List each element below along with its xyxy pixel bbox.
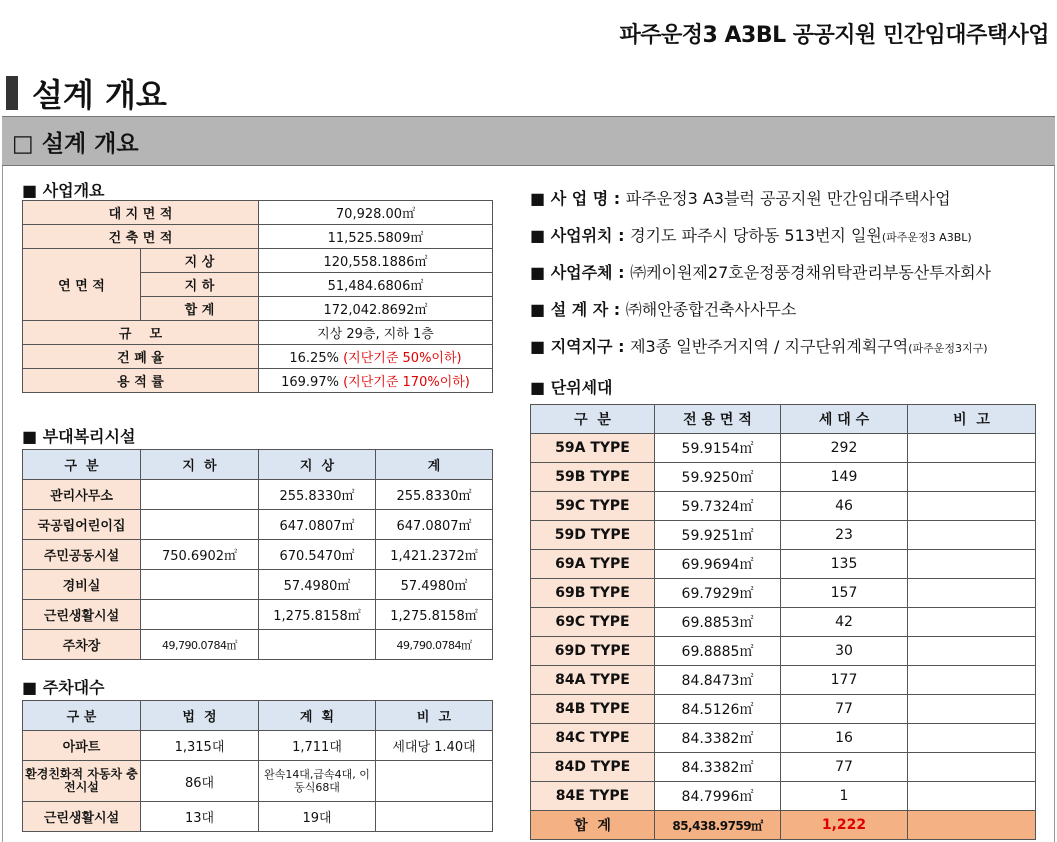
unit-note	[908, 637, 1036, 666]
unit-note	[908, 608, 1036, 637]
cell: 750.6902㎡	[141, 540, 259, 570]
unit-count: 157	[781, 579, 908, 608]
overview-label: 연 면 적	[23, 249, 141, 321]
unit-count: 16	[781, 724, 908, 753]
unit-type: 69D TYPE	[531, 637, 655, 666]
table-row	[531, 521, 1036, 550]
column-header: 계 획	[259, 701, 376, 731]
info-note: (파주운정3지구)	[908, 342, 988, 355]
unit-count: 46	[781, 492, 908, 521]
column-header: 구 분	[23, 450, 141, 480]
unit-area: 69.7929㎡	[655, 579, 781, 608]
column-header: 세 대 수	[781, 405, 908, 434]
column-header: 지 하	[141, 450, 259, 480]
column-header: 지 상	[259, 450, 376, 480]
info-operator	[530, 260, 991, 283]
total-row	[531, 811, 1036, 840]
overview-value: 70,928.00㎡	[259, 201, 493, 225]
info-value: 파주운정3 A3블럭 공공지원 만간임대주택사업	[625, 189, 951, 208]
units-table	[530, 404, 1036, 840]
cell: 49,790.0784㎡	[376, 630, 493, 660]
unit-type: 59A TYPE	[531, 434, 655, 463]
unit-type: 84D TYPE	[531, 753, 655, 782]
overview-label: 지 하	[141, 273, 259, 297]
row-label: 주민공동시설	[23, 540, 141, 570]
info-zone	[530, 334, 988, 357]
unit-count: 292	[781, 434, 908, 463]
unit-count: 149	[781, 463, 908, 492]
unit-area: 69.9694㎡	[655, 550, 781, 579]
table-row	[531, 666, 1036, 695]
overview-value	[259, 369, 493, 393]
unit-count: 135	[781, 550, 908, 579]
bcr-note: (지단기준 50%이하)	[343, 351, 462, 366]
column-header: 계	[376, 450, 493, 480]
row-label: 근린생활시설	[23, 600, 141, 630]
column-header: 법 정	[141, 701, 259, 731]
total-label: 합 계	[531, 811, 655, 840]
units-heading: ■ 단위세대	[530, 378, 613, 397]
table-row	[531, 608, 1036, 637]
column-header: 전 용 면 적	[655, 405, 781, 434]
table-header-row	[23, 450, 493, 480]
overview-value: 지상 29층, 지하 1층	[259, 321, 493, 345]
info-label-text: 지역지구	[550, 337, 613, 356]
overview-label: 대 지 면 적	[23, 201, 259, 225]
unit-area: 69.8885㎡	[655, 637, 781, 666]
row-label: 아파트	[23, 731, 141, 761]
overview-value: 172,042.8692㎡	[259, 297, 493, 321]
row-label: 환경친화적 자동차 충전시설	[23, 761, 141, 802]
unit-count: 77	[781, 753, 908, 782]
table-row	[23, 369, 493, 393]
table-row	[23, 600, 493, 630]
unit-area: 84.5126㎡	[655, 695, 781, 724]
overview-value: 120,558.1886㎡	[259, 249, 493, 273]
table-row	[531, 434, 1036, 463]
welfare-heading: ■ 부대복리시설	[22, 427, 136, 446]
overview-value: 51,484.6806㎡	[259, 273, 493, 297]
page-heading	[6, 70, 167, 116]
unit-area: 59.9251㎡	[655, 521, 781, 550]
table-row	[531, 579, 1036, 608]
info-location	[530, 223, 972, 246]
table-row	[531, 550, 1036, 579]
unit-note	[908, 492, 1036, 521]
cell: 57.4980㎡	[376, 570, 493, 600]
project-title: 파주운정3 A3BL 공공지원 민간임대주택사업	[619, 23, 1049, 48]
cell: 세대당 1.40대	[376, 731, 493, 761]
unit-area: 59.9250㎡	[655, 463, 781, 492]
table-row	[531, 782, 1036, 811]
section-bar	[2, 116, 1055, 166]
far-note: (지단기준 170%이하)	[343, 375, 470, 390]
unit-type: 69A TYPE	[531, 550, 655, 579]
table-row	[23, 249, 493, 273]
overview-label: 건 축 면 적	[23, 225, 259, 249]
unit-count: 42	[781, 608, 908, 637]
info-label-text: 설 계 자	[550, 300, 609, 319]
info-project-name	[530, 186, 951, 209]
cell: 13대	[141, 802, 259, 832]
cell	[376, 802, 493, 832]
unit-type: 69C TYPE	[531, 608, 655, 637]
info-label-text: 사 업 명	[550, 189, 609, 208]
unit-count: 177	[781, 666, 908, 695]
heading-bar	[6, 76, 18, 110]
info-designer	[530, 297, 796, 320]
info-note: (파주운정3 A3BL)	[881, 231, 972, 244]
info-label-text: 사업위치	[550, 226, 613, 245]
cell	[259, 630, 376, 660]
cell: 1,421.2372㎡	[376, 540, 493, 570]
overview-value: 11,525.5809㎡	[259, 225, 493, 249]
table-header-row	[23, 701, 493, 731]
unit-note	[908, 666, 1036, 695]
cell: 1,711대	[259, 731, 376, 761]
cell: 1,315대	[141, 731, 259, 761]
unit-note	[908, 695, 1036, 724]
cell	[141, 510, 259, 540]
unit-note	[908, 579, 1036, 608]
unit-type: 84C TYPE	[531, 724, 655, 753]
cell	[376, 761, 493, 802]
table-row	[23, 480, 493, 510]
bcr-value: 16.25%	[289, 351, 339, 366]
cell: 670.5470㎡	[259, 540, 376, 570]
info-label: ■ 지역지구 :	[530, 337, 631, 356]
info-label: ■ 사 업 명 :	[530, 189, 626, 208]
unit-area: 69.8853㎡	[655, 608, 781, 637]
cell: 647.0807㎡	[376, 510, 493, 540]
info-value: ㈜케이원제27호운정풍경채위탁관리부동산투자회사	[630, 263, 991, 282]
cell: 49,790.0784㎡	[141, 630, 259, 660]
overview-value	[259, 345, 493, 369]
section-title: □ 설계 개요	[12, 131, 139, 157]
table-row	[531, 463, 1036, 492]
table-row	[23, 321, 493, 345]
unit-area: 84.3382㎡	[655, 724, 781, 753]
row-label: 경비실	[23, 570, 141, 600]
unit-area: 84.8473㎡	[655, 666, 781, 695]
unit-count: 23	[781, 521, 908, 550]
info-label: ■ 설 계 자 :	[530, 300, 626, 319]
row-label: 국공립어린이집	[23, 510, 141, 540]
info-label-text: 사업주체	[550, 263, 613, 282]
info-label: ■ 사업주체 :	[530, 263, 631, 282]
row-label: 관리사무소	[23, 480, 141, 510]
far-value: 169.97%	[281, 375, 339, 390]
unit-area: 59.7324㎡	[655, 492, 781, 521]
page-heading-text: 설계 개요	[32, 76, 167, 114]
overview-heading: ■ 사업개요	[22, 181, 105, 200]
cell: 255.8330㎡	[259, 480, 376, 510]
cell: 647.0807㎡	[259, 510, 376, 540]
table-row	[23, 225, 493, 249]
parking-heading: ■ 주차대수	[22, 678, 105, 697]
table-row	[531, 753, 1036, 782]
table-row	[23, 345, 493, 369]
row-label: 주차장	[23, 630, 141, 660]
row-label: 근린생활시설	[23, 802, 141, 832]
unit-area: 59.9154㎡	[655, 434, 781, 463]
table-row	[23, 761, 493, 802]
table-row	[531, 695, 1036, 724]
column-header: 구 분	[531, 405, 655, 434]
unit-type: 59C TYPE	[531, 492, 655, 521]
unit-count: 30	[781, 637, 908, 666]
table-row	[23, 570, 493, 600]
table-row	[531, 637, 1036, 666]
cell	[141, 600, 259, 630]
table-row	[23, 731, 493, 761]
unit-note	[908, 434, 1036, 463]
unit-type: 69B TYPE	[531, 579, 655, 608]
column-header: 구 분	[23, 701, 141, 731]
unit-type: 59B TYPE	[531, 463, 655, 492]
overview-label: 규 모	[23, 321, 259, 345]
unit-type: 59D TYPE	[531, 521, 655, 550]
cell: 19대	[259, 802, 376, 832]
unit-note	[908, 724, 1036, 753]
table-row	[531, 724, 1036, 753]
table-row	[23, 510, 493, 540]
overview-label: 건 폐 율	[23, 345, 259, 369]
unit-type: 84E TYPE	[531, 782, 655, 811]
unit-note	[908, 550, 1036, 579]
info-value: ㈜해안종합건축사사무소	[625, 300, 797, 319]
unit-type: 84B TYPE	[531, 695, 655, 724]
unit-type: 84A TYPE	[531, 666, 655, 695]
overview-label: 지 상	[141, 249, 259, 273]
info-label: ■ 사업위치 :	[530, 226, 631, 245]
table-row	[23, 540, 493, 570]
info-value: 경기도 파주시 당하동 513번지 일원	[630, 226, 882, 245]
unit-note	[908, 463, 1036, 492]
total-area: 85,438.9759㎡	[655, 811, 781, 840]
table-row	[23, 201, 493, 225]
table-row	[531, 492, 1036, 521]
table-header-row	[531, 405, 1036, 434]
unit-count: 1	[781, 782, 908, 811]
unit-count: 77	[781, 695, 908, 724]
cell	[141, 480, 259, 510]
cell: 1,275.8158㎡	[376, 600, 493, 630]
overview-table	[22, 200, 493, 393]
cell: 57.4980㎡	[259, 570, 376, 600]
total-note	[908, 811, 1036, 840]
column-header: 비 고	[376, 701, 493, 731]
cell: 1,275.8158㎡	[259, 600, 376, 630]
unit-note	[908, 753, 1036, 782]
cell: 완속14대,급속4대, 이동식68대	[259, 761, 376, 802]
overview-label: 합 계	[141, 297, 259, 321]
table-row	[23, 802, 493, 832]
welfare-table	[22, 449, 493, 660]
total-count: 1,222	[781, 811, 908, 840]
unit-note	[908, 782, 1036, 811]
parking-table	[22, 700, 493, 832]
unit-area: 84.7996㎡	[655, 782, 781, 811]
info-value: 제3종 일반주거지역 / 지구단위계획구역	[630, 337, 909, 356]
overview-label: 용 적 률	[23, 369, 259, 393]
cell: 86대	[141, 761, 259, 802]
column-header: 비 고	[908, 405, 1036, 434]
unit-note	[908, 521, 1036, 550]
cell: 255.8330㎡	[376, 480, 493, 510]
cell	[141, 570, 259, 600]
table-row	[23, 630, 493, 660]
unit-area: 84.3382㎡	[655, 753, 781, 782]
